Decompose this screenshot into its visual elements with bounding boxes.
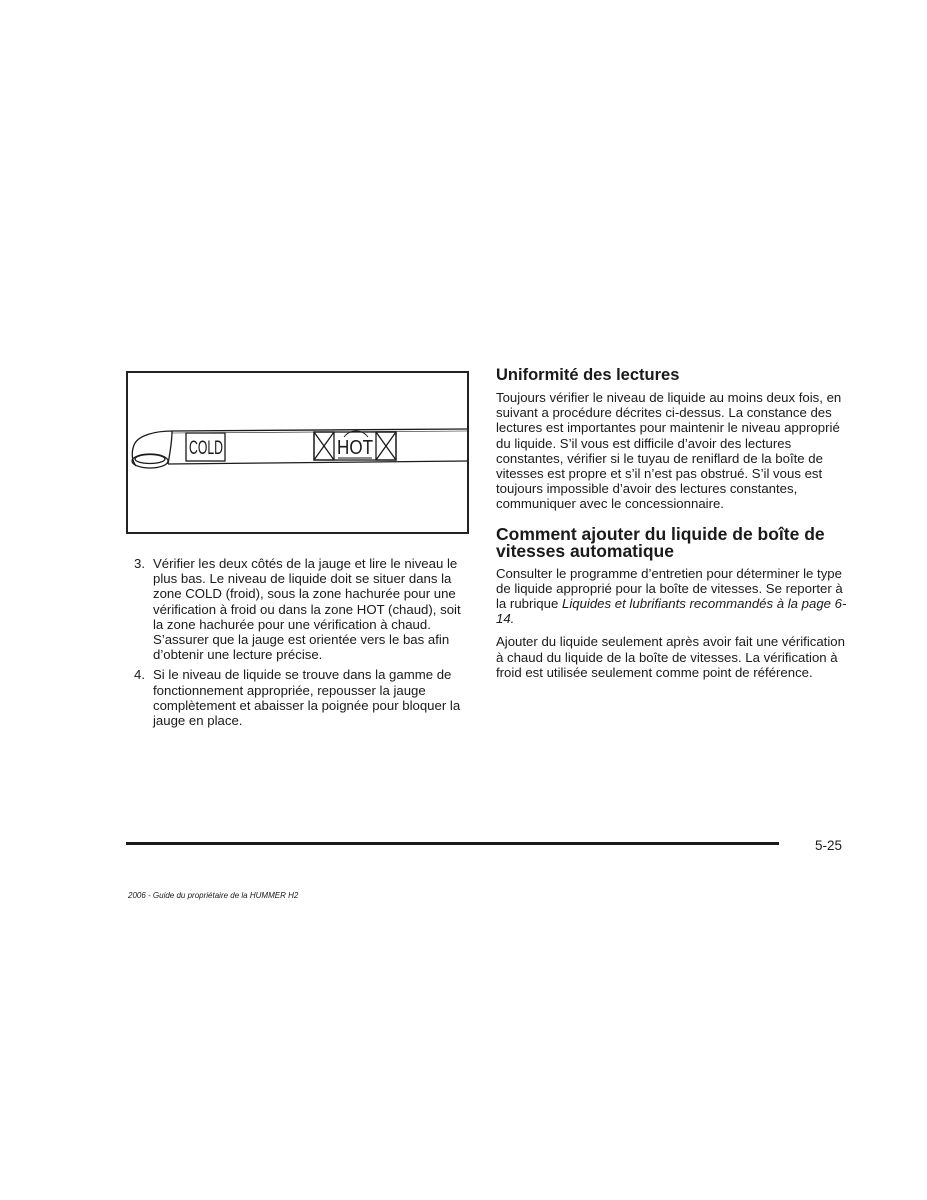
list-item [134, 667, 474, 728]
cross-reference-link: Liquides et lubrifiants recommandés à la page 6-14. [496, 596, 847, 627]
document-footer: 2006 - Guide du propriétaire de la HUMMER H2 [128, 891, 299, 900]
step-text: Vérifier les deux côtés de la jauge et lire le niveau le plus bas. Le niveau de liquide doit se situer dans la zone COLD (froid), sous la zone hachurée pour une vérification à froid ou dans la zone HOT (chaud), soit la zone hachurée pour une vérification à chaud. S’assurer que la jauge est orientée vers le bas afin d’obtenir une lecture précise. [153, 556, 461, 663]
add-fluid-text: Consulter le programme d’entretien pour déterminer le type de liquide approprié pour la boîte de vitesses. Se reporter à la rubrique [496, 565, 843, 612]
add-fluid-paragraph-2: Ajouter du liquide seulement après avoir fait une vérification à chaud du liquide de la boîte de vitesses. La vérification à froid est utilisée seulement comme point de référence. [496, 634, 845, 680]
procedure-steps [134, 556, 474, 733]
dipstick-drawing [128, 373, 467, 532]
cold-label: COLD [189, 438, 223, 459]
section-heading-uniformity: Uniformité des lectures [496, 366, 680, 384]
right-column [496, 366, 848, 688]
step-text: Si le niveau de liquide se trouve dans la gamme de fonctionnement appropriée, repousser la jauge complètement et abaisser la poignée pour bloquer la jauge en place. [153, 667, 461, 729]
page-number: 5-25 [815, 838, 843, 853]
hot-label: HOT [337, 437, 373, 459]
list-item [134, 556, 474, 662]
page-rule [126, 842, 779, 845]
add-fluid-paragraph-1 [496, 566, 848, 627]
step-number: 4. [134, 667, 145, 683]
dipstick-illustration [126, 371, 469, 534]
uniformity-paragraph: Toujours vérifier le niveau de liquide au moins deux fois, en suivant a procédure décrites ci-dessus. La constance des lectures est importantes pour maintenir le niveau approprié du liquide. S’il vous est difficile d’avoir des lectures constantes, vérifier si le tuyau de reniflard de la boîte de vitesses est propre et s’il n’est pas obstrué. S’il vous est toujours impossible d’avoir des lectures constantes, communiquer avec le concessionnaire. [496, 390, 842, 512]
step-number: 3. [134, 556, 145, 571]
section-heading-add-fluid: Comment ajouter du liquide de boîte de vitesses automatique [496, 523, 825, 561]
